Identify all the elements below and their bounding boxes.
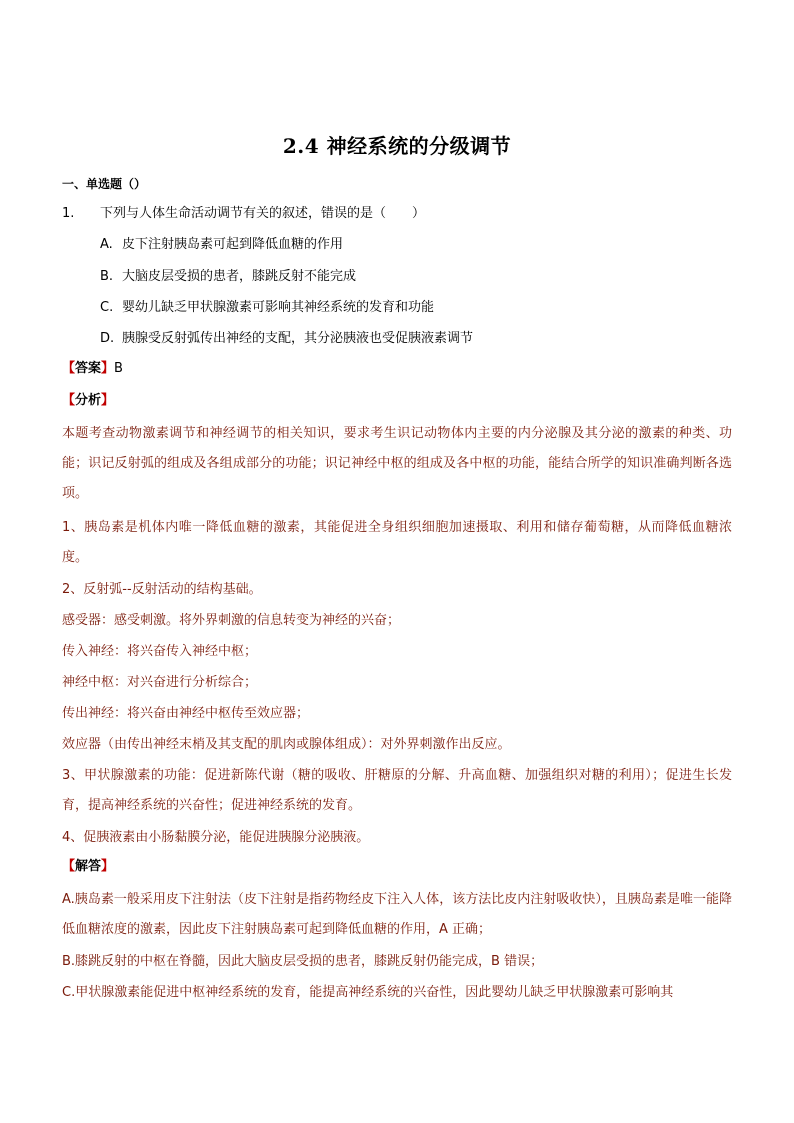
option-text: 婴幼儿缺乏甲状腺激素可影响其神经系统的发育和功能 <box>122 300 435 315</box>
page-title: 2.4 神经系统的分级调节 <box>282 134 512 158</box>
analysis-paragraph: 效应器（由传出神经末梢及其支配的肌肉或腺体组成）：对外界刺激作出反应。 <box>62 737 511 752</box>
option-b <box>100 267 356 287</box>
question-number: 1. <box>62 206 75 221</box>
analysis-paragraph: 感受器：感受刺激。将外界刺激的信息转变为神经的兴奋； <box>62 613 401 628</box>
analysis-paragraph: 本题考查动物激素调节和神经调节的相关知识，要求考生识记动物体内主要的内分泌腺及其分泌的激素的种类、功能；识记反射弧的组成及各组成部分的功能；识记神经中枢的组成及各中枢的功能，能结合所学的知识准确判断各选项。 <box>62 426 732 501</box>
answer-value: B <box>114 361 123 376</box>
option-text: 胰腺受反射弧传出神经的支配，其分泌胰液也受促胰液素调节 <box>122 331 474 346</box>
option-letter: C. <box>100 300 114 315</box>
answer-label: 答案 <box>75 361 102 376</box>
option-c <box>100 298 434 318</box>
analysis-paragraph: 2、反射弧--反射活动的结构基础。 <box>62 582 262 597</box>
option-text: 皮下注射胰岛素可起到降低血糖的作用 <box>122 237 344 252</box>
analysis-paragraph: 传出神经：将兴奋由神经中枢传至效应器； <box>62 706 310 721</box>
solution-paragraph: A.胰岛素一般采用皮下注射法（皮下注射是指药物经皮下注入人体，该方法比皮内注射吸收快），且胰岛素是唯一能降低血糖浓度的激素，因此皮下注射胰岛素可起到降低血糖的作用，A 正确； <box>62 892 732 937</box>
analysis-paragraph: 4、促胰液素由小肠黏膜分泌，能促进胰腺分泌胰液。 <box>62 830 370 845</box>
section-heading: 一、单选题（） <box>62 177 147 191</box>
option-d <box>100 329 473 349</box>
analysis-heading: 【分析】 <box>62 393 115 408</box>
question-text: 下列与人体生命活动调节有关的叙述，错误的是（ ） <box>100 206 426 221</box>
analysis-label: 分析 <box>75 393 102 408</box>
option-letter: B. <box>100 269 114 284</box>
option-a <box>100 235 343 255</box>
analysis-paragraph: 传入神经：将兴奋传入神经中枢； <box>62 644 258 659</box>
analysis-paragraph: 1、胰岛素是机体内唯一降低血糖的激素，其能促进全身组织细胞加速摄取、利用和储存葡萄糖，从而降低血糖浓度。 <box>62 520 732 565</box>
option-letter: A. <box>100 237 113 252</box>
option-letter: D. <box>100 331 115 346</box>
answer-line: 【答案】B <box>62 361 123 376</box>
analysis-paragraph: 3、甲状腺激素的功能：促进新陈代谢（糖的吸收、肝糖原的分解、升高血糖、加强组织对糖的利用）；促进生长发育，提高神经系统的兴奋性；促进神经系统的发育。 <box>62 768 732 813</box>
solution-paragraph: B.膝跳反射的中枢在脊髓，因此大脑皮层受损的患者，膝跳反射仍能完成，B 错误； <box>62 954 544 969</box>
solution-heading: 【解答】 <box>62 859 115 874</box>
option-text: 大脑皮层受损的患者，膝跳反射不能完成 <box>122 269 357 284</box>
solution-label: 解答 <box>75 859 102 874</box>
solution-paragraph: C.甲状腺激素能促进中枢神经系统的发育，能提高神经系统的兴奋性，因此婴幼儿缺乏甲状腺激素可影响其 <box>62 985 674 1000</box>
analysis-paragraph: 神经中枢：对兴奋进行分析综合； <box>62 675 258 690</box>
question-stem <box>62 204 425 224</box>
